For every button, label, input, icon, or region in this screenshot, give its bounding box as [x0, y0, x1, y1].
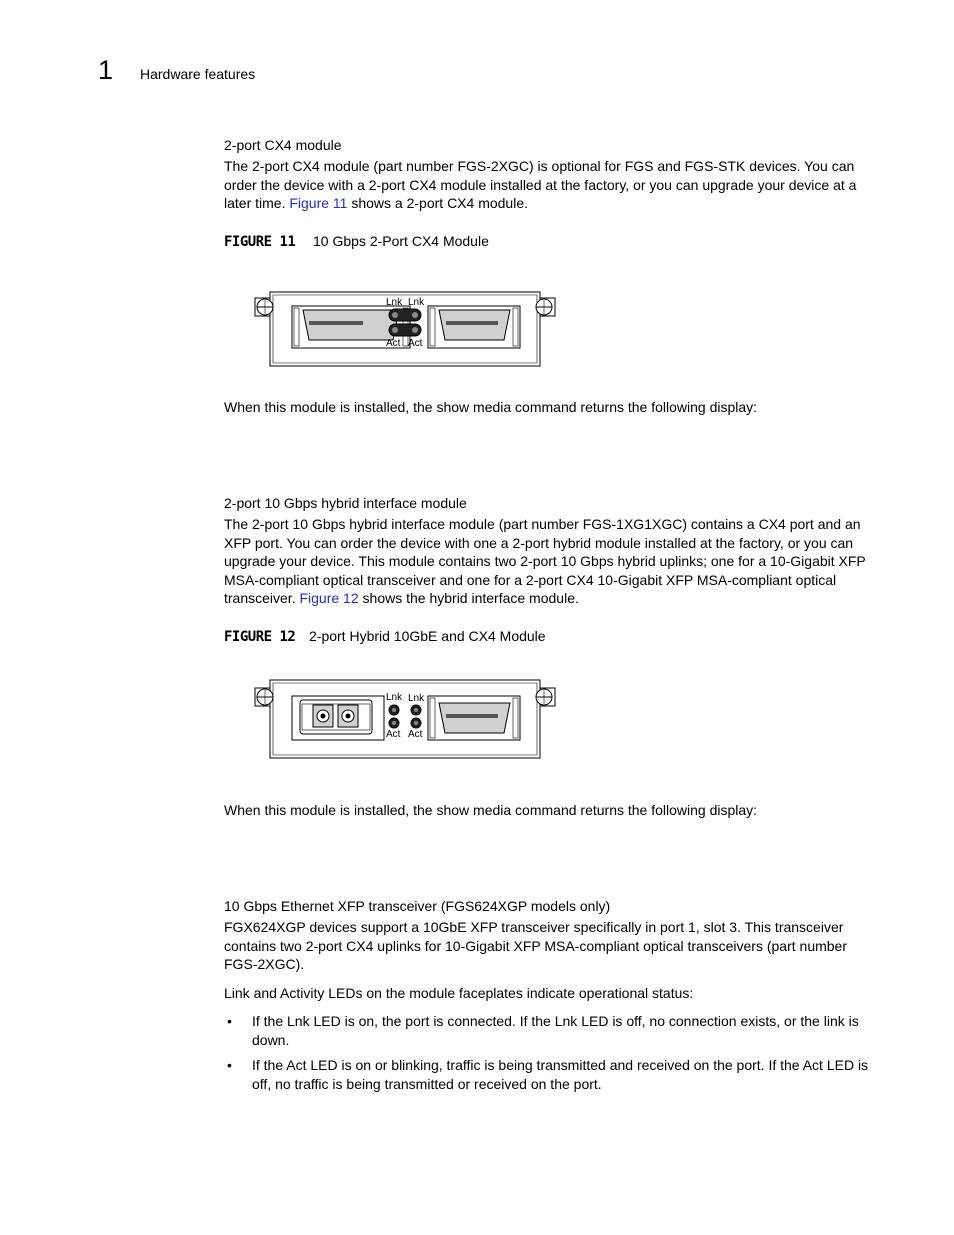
paragraph-text: The 2-port CX4 module (part number FGS-2XGC) is optional for FGS and FGS-STK devices. You can order the device with a 2-port CX4 module installed at the factory, or you can upgrade your device at a later time.	[224, 158, 857, 211]
figure-title: 10 Gbps 2-Port CX4 Module	[313, 233, 489, 249]
led-indicators	[389, 705, 421, 728]
paragraph-text: shows a 2-port CX4 module.	[347, 195, 528, 211]
section-paragraph-hybrid	[224, 515, 872, 608]
cx4-module-figure	[253, 284, 557, 370]
section-paragraph-xfp: FGX624XGP devices support a 10GbE XFP transceiver specifically in port 1, slot 3. This transceiver contains two 2-port CX4 uplinks for 10-Gigabit XFP MSA-compliant optical transceivers (part number FGS-2XGC).	[224, 919, 848, 972]
led-label-lnk: Lnk	[408, 297, 425, 308]
bullet-icon: •	[227, 1057, 232, 1073]
sentence-text: When this module is installed, the	[224, 802, 437, 818]
led-label-act: Act	[408, 729, 423, 740]
led-bullet-list	[224, 1012, 872, 1100]
figure-12-link[interactable]: Figure 12	[299, 590, 359, 606]
figure-label: FIGURE 11	[224, 234, 296, 250]
screw-icon	[257, 689, 273, 705]
screw-icon	[536, 299, 552, 315]
led-label-lnk: Lnk	[386, 297, 403, 308]
figure-11-link[interactable]: Figure 11	[289, 195, 348, 211]
chapter-title: Hardware features	[140, 66, 256, 82]
chapter-number: 1	[98, 55, 114, 85]
sentence-text: command returns the following display:	[511, 399, 758, 415]
led-label-act: Act	[408, 338, 423, 349]
sentence-text: When this module is installed, the	[224, 399, 437, 415]
list-item	[224, 1012, 872, 1049]
xfp-port	[292, 696, 384, 740]
leds-intro: Link and Activity LEDs on the module faceplates indicate operational status:	[224, 985, 694, 1001]
figure-caption-11	[224, 232, 489, 251]
led-label-act: Act	[386, 338, 401, 349]
screw-icon	[257, 299, 273, 315]
led-label-act: Act	[386, 729, 401, 740]
section-paragraph-cx4	[224, 157, 872, 213]
show-media-sentence-2	[224, 801, 872, 820]
section-heading-xfp: 10 Gbps Ethernet XFP transceiver (FGS624XGP models only)	[224, 898, 611, 914]
cx4-port-right	[428, 306, 520, 348]
list-item	[224, 1056, 872, 1093]
bullet-icon: •	[227, 1013, 232, 1029]
led-label-lnk: Lnk	[386, 692, 403, 703]
command-name: show media	[436, 399, 512, 415]
screw-icon	[536, 689, 552, 705]
figure-caption-12	[224, 627, 546, 646]
cx4-port	[428, 696, 520, 740]
hybrid-module-figure	[253, 676, 557, 762]
show-media-sentence-1	[224, 398, 872, 417]
sentence-text: command returns the following display:	[511, 802, 758, 818]
bullet-text: If the Lnk LED is on, the port is connected. If the Lnk LED is off, no connection exists, or the link is down.	[252, 1013, 859, 1048]
section-heading-cx4: 2-port CX4 module	[224, 137, 342, 153]
section-heading-hybrid: 2-port 10 Gbps hybrid interface module	[224, 495, 467, 511]
figure-label: FIGURE 12	[224, 629, 296, 645]
bullet-text: If the Act LED is on or blinking, traffic is being transmitted and received on the port. If the Act LED is off, no traffic is being transmitted or received on the port.	[252, 1057, 869, 1092]
figure-title: 2-port Hybrid 10GbE and CX4 Module	[309, 628, 546, 644]
led-label-lnk: Lnk	[408, 693, 425, 704]
paragraph-text: shows the hybrid interface module.	[358, 590, 579, 606]
paragraph-text: The 2-port 10 Gbps hybrid interface module (part number FGS-1XG1XGC) contains a CX4 port and an XFP port. You can order the device with one a 2-port hybrid module installed at the factory, or you can upgrade your device. This module contains two 2-port 10 Gbps hybrid uplinks; one for a 10-Gigabit XFP MSA-compliant optical transceiver and one for a 2-port CX4 10-Gigabit XFP MSA-compliant optical transceiver.	[224, 516, 866, 606]
command-name: show media	[436, 802, 512, 818]
